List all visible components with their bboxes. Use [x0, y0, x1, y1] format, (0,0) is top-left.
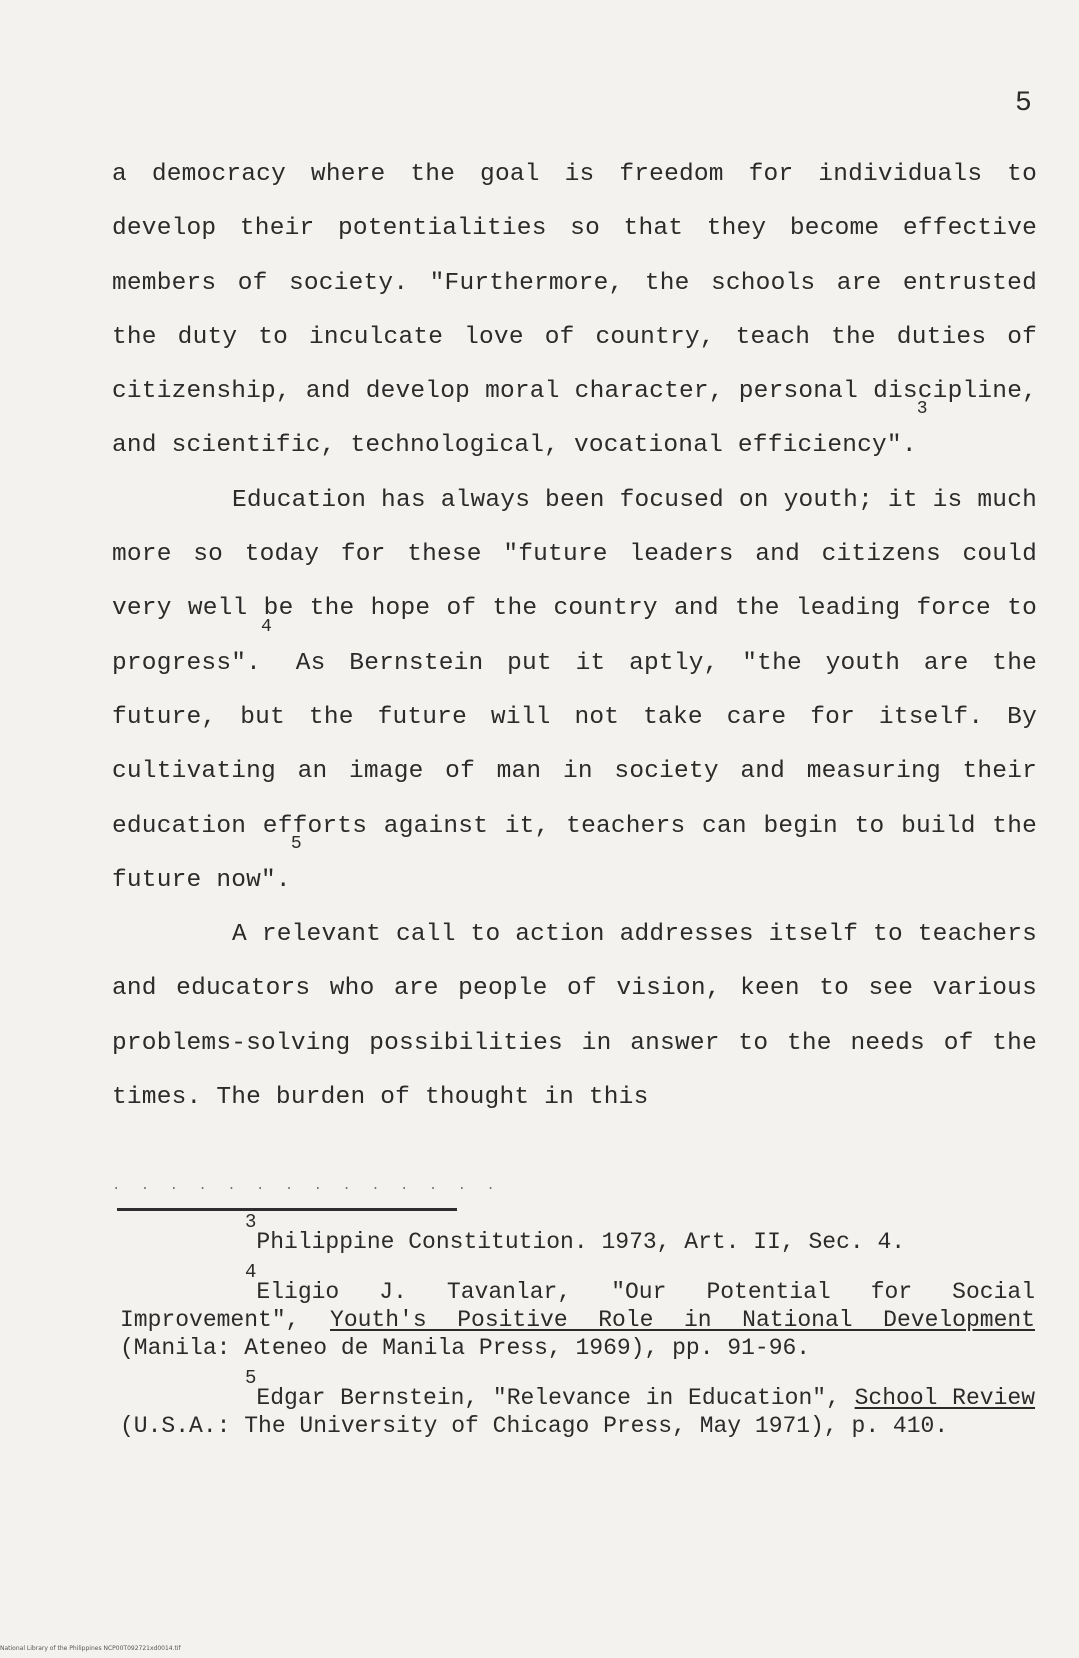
page-number: 5: [1015, 88, 1032, 119]
paragraph-3: [112, 908, 1037, 1125]
note-ref-4: 4: [261, 616, 273, 637]
footnote-5: [120, 1367, 1035, 1440]
scan-footer: National Library of the Philippines NCP00T092721xd0014.tif: [0, 1645, 181, 1652]
footnote-4: [120, 1261, 1035, 1362]
footnote-text-start: Eligio J. Tavanlar, "Our Potential for Social Improvement",: [120, 1279, 1035, 1333]
paragraph-1: [112, 148, 1037, 474]
footnotes: [120, 1211, 1035, 1462]
paragraph-3-text: A relevant call to action addresses itself to teachers and educators who are people of vision, keen to see various problems-solving possibilities in answer to the needs of the times. The burden of thought in this: [112, 921, 1037, 1112]
footnote-number: 4: [245, 1261, 257, 1283]
note-ref-3: 3: [916, 399, 928, 420]
footnote-3: [120, 1211, 1035, 1256]
page-break-dots: . . . . . . . . . . . . . .: [112, 1178, 501, 1194]
footnote-book-title: Youth's Positive Role in National Development: [330, 1307, 1035, 1333]
footnote-number: 3: [245, 1211, 257, 1233]
body-text: [112, 148, 1037, 1125]
footnote-text: Philippine Constitution. 1973, Art. II, Sec. 4.: [256, 1229, 906, 1255]
paragraph-2-text-end: As Bernstein put it aptly, "the youth are the future, but the future will not take care for itself. By cultivating an image of man in society and measuring their education efforts against it, teachers can begin to build the future now".: [112, 649, 1037, 894]
paragraph-2: [112, 474, 1037, 908]
paragraph-2-text-start: Education has always been focused on youth; it is much more so today for these "future leaders and citizens could very well be the hope of the country and the leading force to progress".: [112, 486, 1037, 677]
footnote-number: 5: [245, 1367, 257, 1389]
footnote-separator: [117, 1208, 457, 1211]
footnote-journal-title: School Review: [854, 1385, 1035, 1411]
footnote-text-end: (Manila: Ateneo de Manila Press, 1969), pp. 91-96.: [120, 1335, 811, 1361]
footnote-text-start: Edgar Bernstein, "Relevance in Education",: [256, 1385, 855, 1411]
note-ref-5: 5: [290, 833, 302, 854]
paragraph-1-text: a democracy where the goal is freedom for individuals to develop their potentialities so that they become effective members of society. "Furthermore, the schools are entrusted the duty to inculcate love of country, teach the duties of citizenship, and develop moral character, personal discipline, and scientific, technological, vocational efficiency".: [112, 161, 1037, 460]
footnote-text-end: (U.S.A.: The University of Chicago Press, May 1971), p. 410.: [120, 1413, 949, 1439]
